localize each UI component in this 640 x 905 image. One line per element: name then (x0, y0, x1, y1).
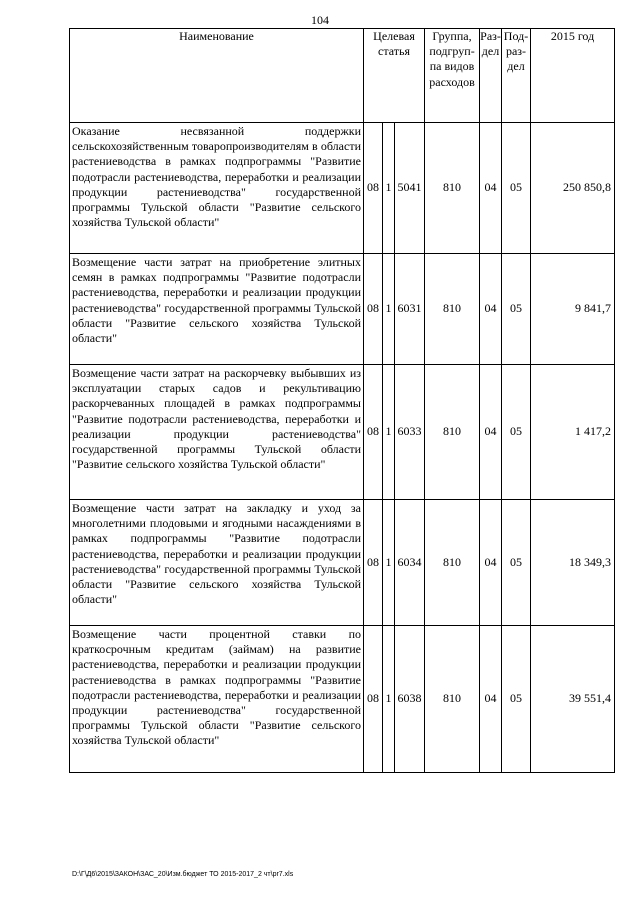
row-name: Возмещение части процентной ставки по краткосрочным кредитам (займам) на развитие растениеводства, переработки и реализации продукции растениеводства в рамках подпрограммы "Развитие подотрасли растениеводства, переработки и реализации продукции растениеводства" государственной программы Тульской области "Развитие сельского хозяйства Тульской области" (70, 626, 364, 773)
header-expense-group: Группа, подгруп-па видов расходов (425, 29, 480, 123)
header-subsection: Под-раз-дел (502, 29, 531, 123)
row-code-subprogram: 1 (383, 626, 395, 773)
row-code-direction: 6038 (395, 626, 425, 773)
row-expense-group: 810 (425, 254, 480, 365)
row-subsection: 05 (502, 365, 531, 500)
row-name: Возмещение части затрат на раскорчевку выбывших из эксплуатации старых садов и рекультивацию раскорчеванных площадей в рамках подпрограммы "Развитие подотрасли растениеводства, переработки и реализации продукции растениеводства" государственной программы Тульской области "Развитие сельского хозяйства Тульской области" (70, 365, 364, 500)
row-subsection: 05 (502, 626, 531, 773)
row-code-program: 08 (364, 626, 383, 773)
table-row (70, 365, 615, 500)
row-code-program: 08 (364, 500, 383, 626)
row-section: 04 (480, 365, 502, 500)
header-name: Наименование (70, 29, 364, 123)
row-section: 04 (480, 123, 502, 254)
row-code-subprogram: 1 (383, 254, 395, 365)
row-code-subprogram: 1 (383, 123, 395, 254)
row-subsection: 05 (502, 123, 531, 254)
row-code-direction: 6034 (395, 500, 425, 626)
row-expense-group: 810 (425, 365, 480, 500)
table-header-row (70, 29, 615, 123)
row-code-program: 08 (364, 123, 383, 254)
row-code-direction: 6033 (395, 365, 425, 500)
row-amount: 9 841,7 (531, 254, 615, 365)
row-section: 04 (480, 626, 502, 773)
row-expense-group: 810 (425, 500, 480, 626)
row-amount: 1 417,2 (531, 365, 615, 500)
budget-table (69, 28, 615, 773)
row-amount: 250 850,8 (531, 123, 615, 254)
row-name: Оказание несвязанной поддержки сельскохозяйственным товаропроизводителям в области растениеводства в рамках подпрограммы "Развитие подотрасли растениеводства, переработки и реализации продукции растениеводства" государственной программы Тульской области "Развитие сельского хозяйства Тульской области" (70, 123, 364, 254)
header-year: 2015 год (531, 29, 615, 123)
row-expense-group: 810 (425, 626, 480, 773)
row-code-subprogram: 1 (383, 500, 395, 626)
row-code-subprogram: 1 (383, 365, 395, 500)
row-subsection: 05 (502, 500, 531, 626)
page-number: 104 (311, 13, 329, 27)
header-target-article: Целевая статья (364, 29, 425, 123)
row-amount: 39 551,4 (531, 626, 615, 773)
row-code-direction: 5041 (395, 123, 425, 254)
footer-file-path: D:\Г\Д6\2015\ЗАКОН\ЗАС_20\Изм.бюджет ТО 2015-2017_2 чт\pr7.xls (72, 871, 294, 878)
row-amount: 18 349,3 (531, 500, 615, 626)
row-section: 04 (480, 254, 502, 365)
table-row (70, 123, 615, 254)
row-code-program: 08 (364, 254, 383, 365)
row-section: 04 (480, 500, 502, 626)
row-expense-group: 810 (425, 123, 480, 254)
row-code-program: 08 (364, 365, 383, 500)
header-section: Раз-дел (480, 29, 502, 123)
table-row (70, 254, 615, 365)
row-subsection: 05 (502, 254, 531, 365)
table-row (70, 500, 615, 626)
row-code-direction: 6031 (395, 254, 425, 365)
row-name: Возмещение части затрат на закладку и уход за многолетними плодовыми и ягодными насаждениями в рамках подпрограммы "Развитие подотрасли растениеводства, переработки и реализации продукции растениеводства" государственной программы Тульской области "Развитие сельского хозяйства Тульской области" (70, 500, 364, 626)
row-name: Возмещение части затрат на приобретение элитных семян в рамках подпрограммы "Развитие подотрасли растениеводства, переработки и реализации продукции растениеводства" государственной программы Тульской области "Развитие сельского хозяйства Тульской области" (70, 254, 364, 365)
table-row (70, 626, 615, 773)
